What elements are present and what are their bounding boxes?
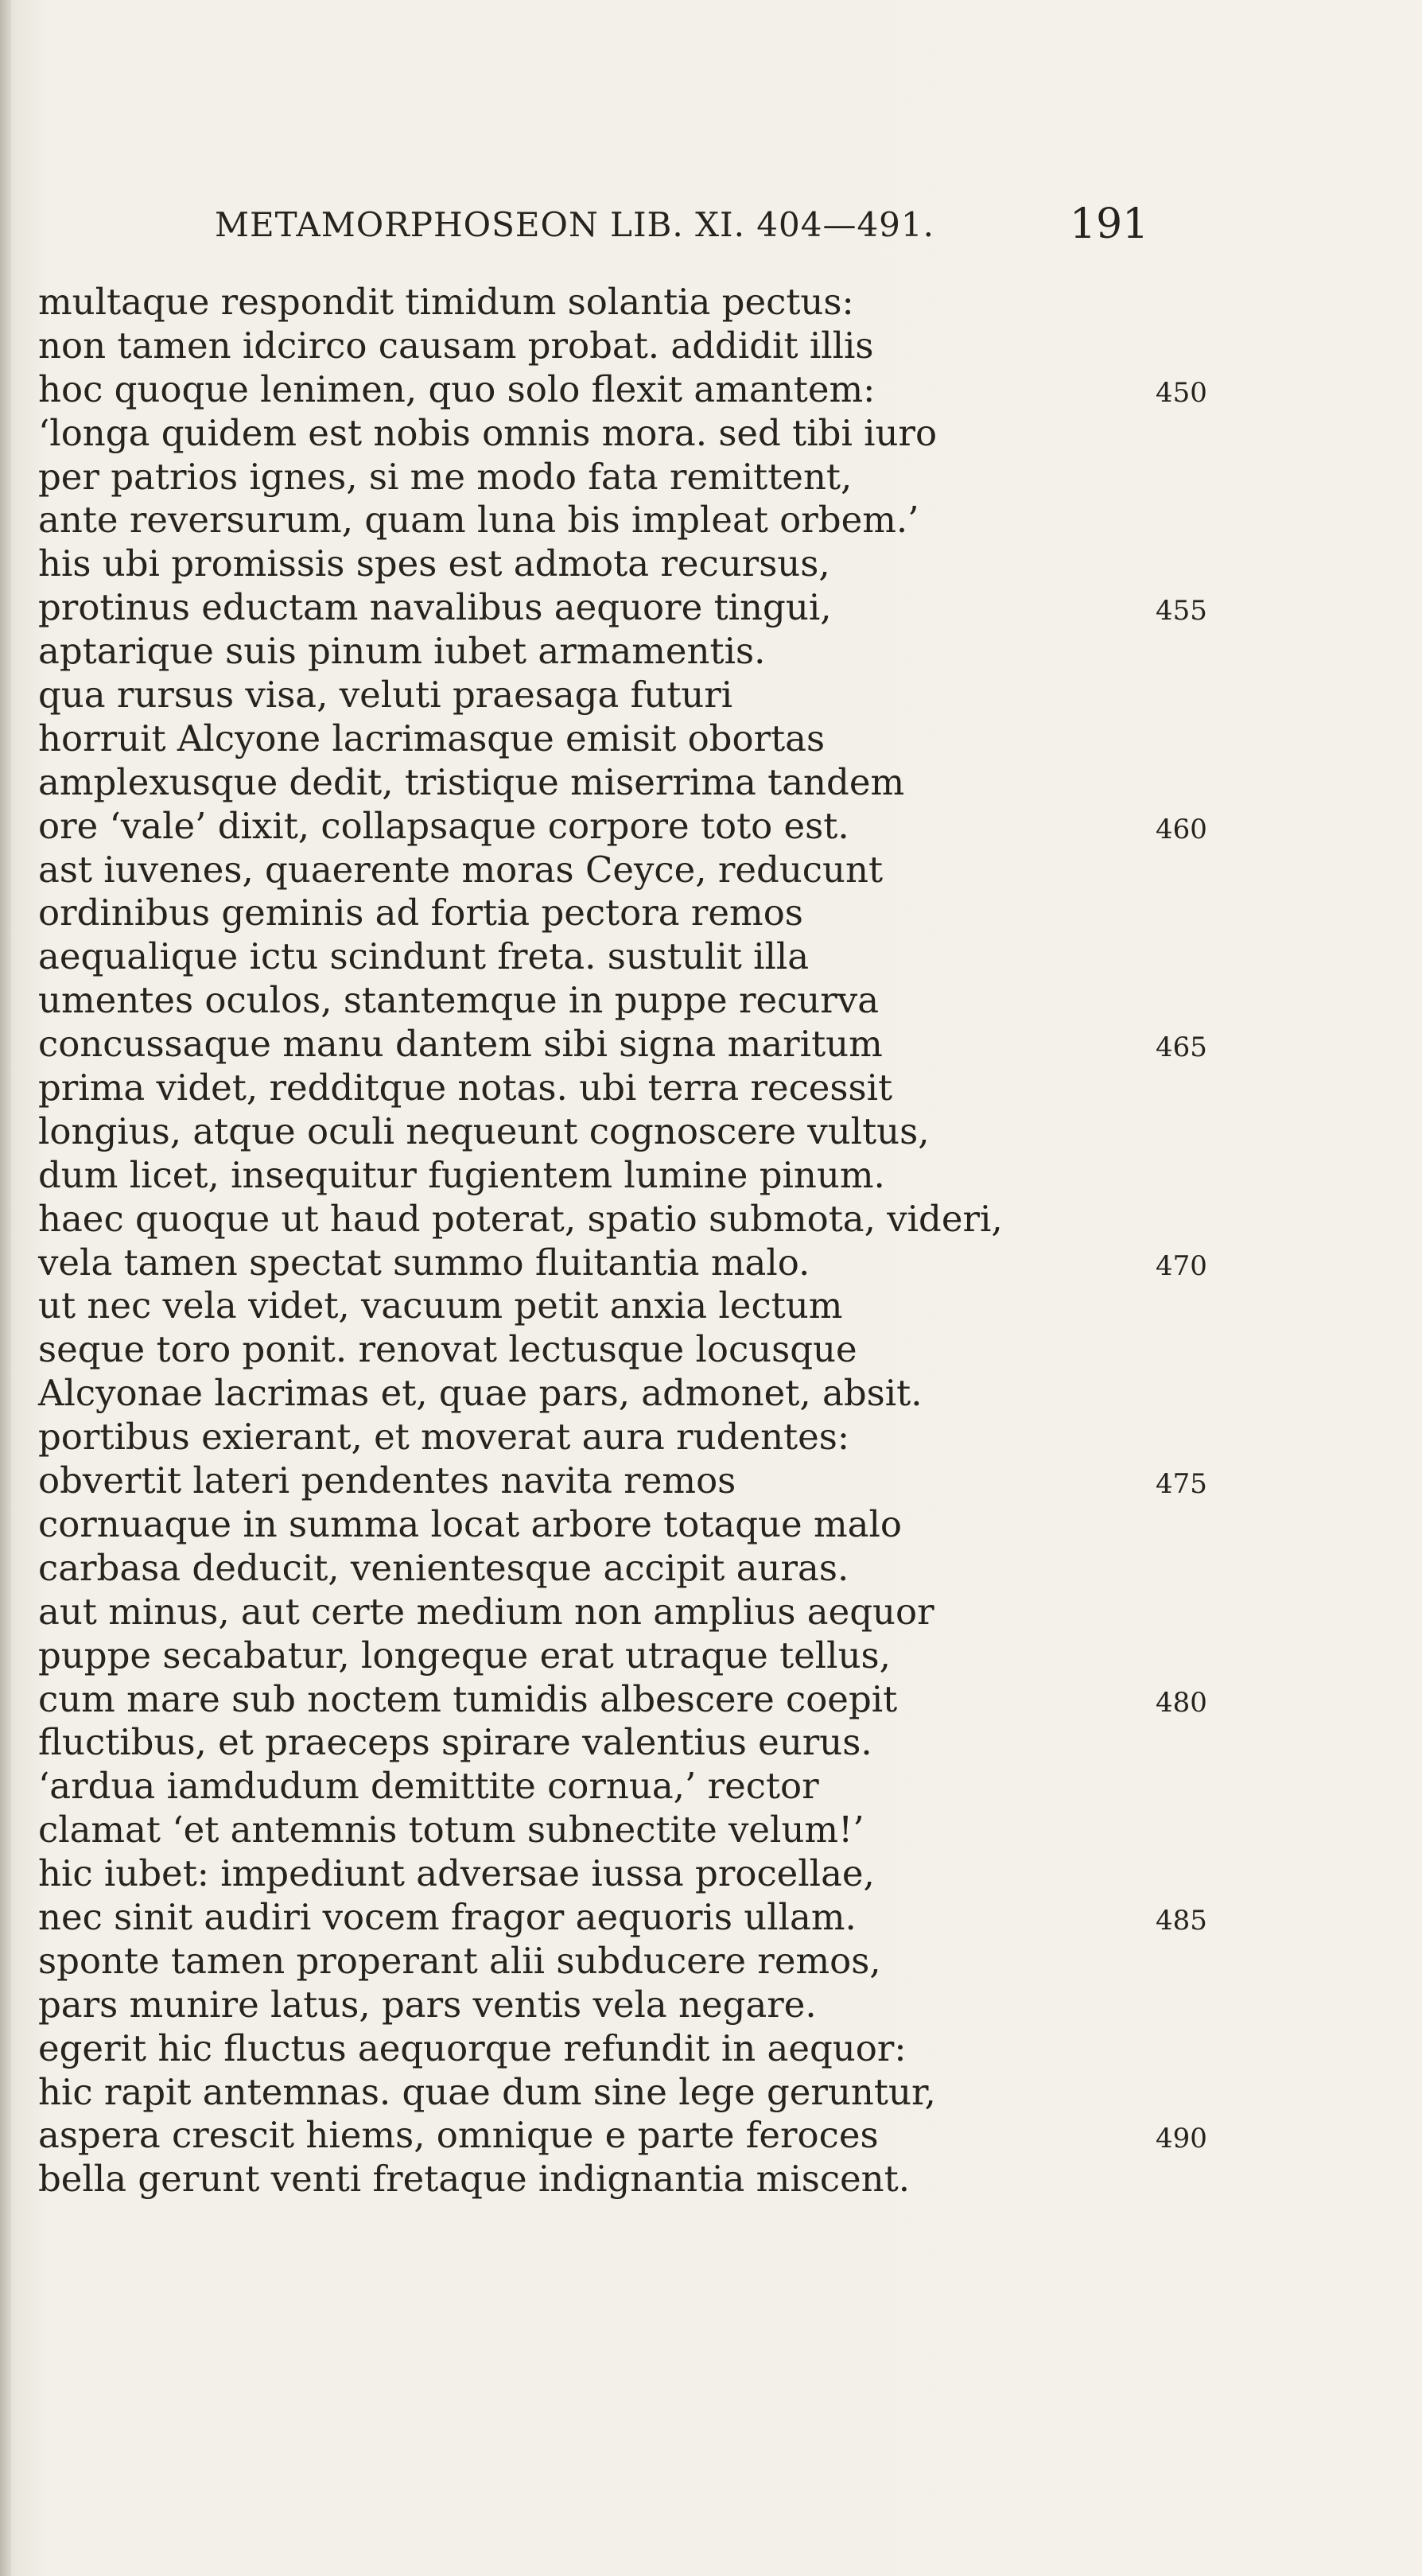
verse-text: nec sinit audiri vocem fragor aequoris ullam.	[38, 1895, 857, 1938]
verse-text: hic rapit antemnas. quae dum sine lege geruntur,	[38, 2070, 936, 2113]
verse-text: cum mare sub noctem tumidis albescere coepit	[38, 1677, 898, 1720]
verse-text: Alcyonae lacrimas et, quae pars, admonet, absit.	[38, 1372, 923, 1415]
verse-line	[38, 1591, 1350, 1634]
verse-text: clamat ‘et antemnis totum subnectite velum!’	[38, 1809, 864, 1851]
page-header	[215, 200, 1153, 256]
verse-line	[38, 674, 1350, 717]
verse-text: seque toro ponit. renovat lectusque locusque	[38, 1328, 857, 1371]
verse-text: egerit hic fluctus aequorque refundit in aequor:	[38, 2026, 907, 2069]
verse-text: portibus exierant, et moverat aura rudentes:	[38, 1416, 850, 1459]
verse-line	[38, 1023, 1350, 1067]
verse-text: ordinibus geminis ad fortia pectora remos	[38, 892, 803, 934]
verse-line	[38, 1284, 1350, 1328]
verse-line	[38, 1416, 1350, 1459]
verse-text: puppe secabatur, longeque erat utraque tellus,	[38, 1634, 891, 1677]
verse-text: ast iuvenes, quaerente moras Ceyce, reducunt	[38, 848, 884, 891]
verse-text: qua rursus visa, veluti praesaga futuri	[38, 674, 733, 717]
verse-line	[38, 1809, 1350, 1852]
verse-line	[38, 412, 1350, 456]
verse-text: concussaque manu dantem sibi signa maritum	[38, 1023, 883, 1066]
verse-line	[38, 849, 1350, 892]
verse-text: multaque respondit timidum solantia pectus:	[38, 281, 854, 323]
verse-line	[38, 1852, 1350, 1896]
verse-text: dum licet, insequitur fugientem lumine pinum.	[38, 1153, 885, 1196]
verse-line	[38, 456, 1350, 499]
verse-text: aequalique ictu scindunt freta. sustulit illa	[38, 935, 810, 978]
verse-line	[38, 1940, 1350, 1983]
verse-line	[38, 1547, 1350, 1591]
verse-line	[38, 1459, 1350, 1503]
verse-line	[38, 630, 1350, 674]
verse-text: cornuaque in summa locat arbore totaque malo	[38, 1502, 902, 1545]
verse-line	[38, 1198, 1350, 1241]
verse-line	[38, 935, 1350, 979]
verse-text: carbasa deducit, venientesque accipit auras.	[38, 1546, 849, 1589]
verse-line	[38, 542, 1350, 586]
line-number: 450	[1156, 376, 1207, 409]
verse-text: his ubi promissis spes est admota recursus,	[38, 542, 830, 585]
verse-line	[38, 1983, 1350, 2027]
verse-line	[38, 2071, 1350, 2115]
line-number: 485	[1156, 1904, 1207, 1937]
verse-line	[38, 1328, 1350, 1372]
line-number: 465	[1156, 1032, 1207, 1064]
verse-line	[38, 1110, 1350, 1154]
verse-text: obvertit lateri pendentes navita remos	[38, 1459, 736, 1502]
verse-text: protinus eductam navalibus aequore tingui,	[38, 586, 832, 629]
verse-text: bella gerunt venti fretaque indignantia miscent.	[38, 2158, 911, 2201]
line-number: 490	[1156, 2123, 1207, 2155]
verse-text: umentes oculos, stantemque in puppe recurva	[38, 979, 880, 1022]
verse-text: ‘ardua iamdudum demittite cornua,’ rector	[38, 1765, 819, 1808]
verse-line	[38, 892, 1350, 935]
verse-text: ante reversurum, quam luna bis impleat orbem.’	[38, 499, 919, 542]
page-gutter	[0, 0, 11, 2576]
verse-text: ore ‘vale’ dixit, collapsaque corpore toto est.	[38, 804, 849, 847]
verse-line	[38, 805, 1350, 849]
line-number: 455	[1156, 595, 1207, 627]
verse-text: hoc quoque lenimen, quo solo flexit amantem:	[38, 367, 876, 410]
verse-line	[38, 1896, 1350, 1940]
verse-text: pars munire latus, pars ventis vela negare.	[38, 1983, 817, 2026]
verse-line	[38, 1721, 1350, 1765]
page-number: 191	[1070, 200, 1149, 248]
verse-line	[38, 1372, 1350, 1416]
line-number: 470	[1156, 1249, 1207, 1282]
verse-line	[38, 1634, 1350, 1678]
verse-text: vela tamen spectat summo fluitantia malo.	[38, 1241, 810, 1284]
verse-line	[38, 281, 1350, 324]
verse-line	[38, 1503, 1350, 1547]
running-head: METAMORPHOSEON LIB. XI. 404—491.	[215, 205, 934, 244]
verse-line	[38, 1241, 1350, 1285]
verse-line	[38, 1067, 1350, 1110]
verse-line	[38, 979, 1350, 1023]
verse-line	[38, 717, 1350, 761]
verse-text: ‘longa quidem est nobis omnis mora. sed tibi iuro	[38, 411, 938, 454]
verse-block	[38, 281, 1350, 2201]
verse-line	[38, 368, 1350, 412]
verse-line	[38, 324, 1350, 368]
verse-text: hic iubet: impediunt adversae iussa procellae,	[38, 1852, 875, 1895]
verse-text: per patrios ignes, si me modo fata remittent,	[38, 455, 853, 498]
verse-text: prima videt, redditque notas. ubi terra recessit	[38, 1067, 893, 1109]
verse-text: haec quoque ut haud poterat, spatio submota, videri,	[38, 1197, 1003, 1240]
verse-line	[38, 499, 1350, 542]
verse-line	[38, 1765, 1350, 1809]
verse-text: fluctibus, et praeceps spirare valentius eurus.	[38, 1721, 872, 1764]
line-number: 475	[1156, 1468, 1207, 1501]
line-number: 480	[1156, 1686, 1207, 1719]
verse-text: aptarique suis pinum iubet armamentis.	[38, 630, 766, 673]
verse-line	[38, 586, 1350, 630]
verse-text: aspera crescit hiems, omnique e parte feroces	[38, 2114, 879, 2157]
verse-text: non tamen idcirco causam probat. addidit illis	[38, 324, 874, 367]
verse-text: aut minus, aut certe medium non amplius aequor	[38, 1590, 934, 1633]
verse-text: sponte tamen properant alii subducere remos,	[38, 1939, 881, 1982]
verse-line	[38, 2114, 1350, 2158]
line-number: 460	[1156, 813, 1207, 845]
verse-text: amplexusque dedit, tristique miserrima tandem	[38, 760, 905, 803]
verse-line	[38, 1154, 1350, 1198]
verse-line	[38, 761, 1350, 805]
verse-text: longius, atque oculi nequeunt cognoscere vultus,	[38, 1109, 930, 1152]
verse-text: ut nec vela videt, vacuum petit anxia lectum	[38, 1284, 843, 1327]
verse-text: horruit Alcyone lacrimasque emisit obortas	[38, 717, 826, 760]
verse-line	[38, 2027, 1350, 2071]
verse-line	[38, 1678, 1350, 1722]
verse-line	[38, 2158, 1350, 2201]
